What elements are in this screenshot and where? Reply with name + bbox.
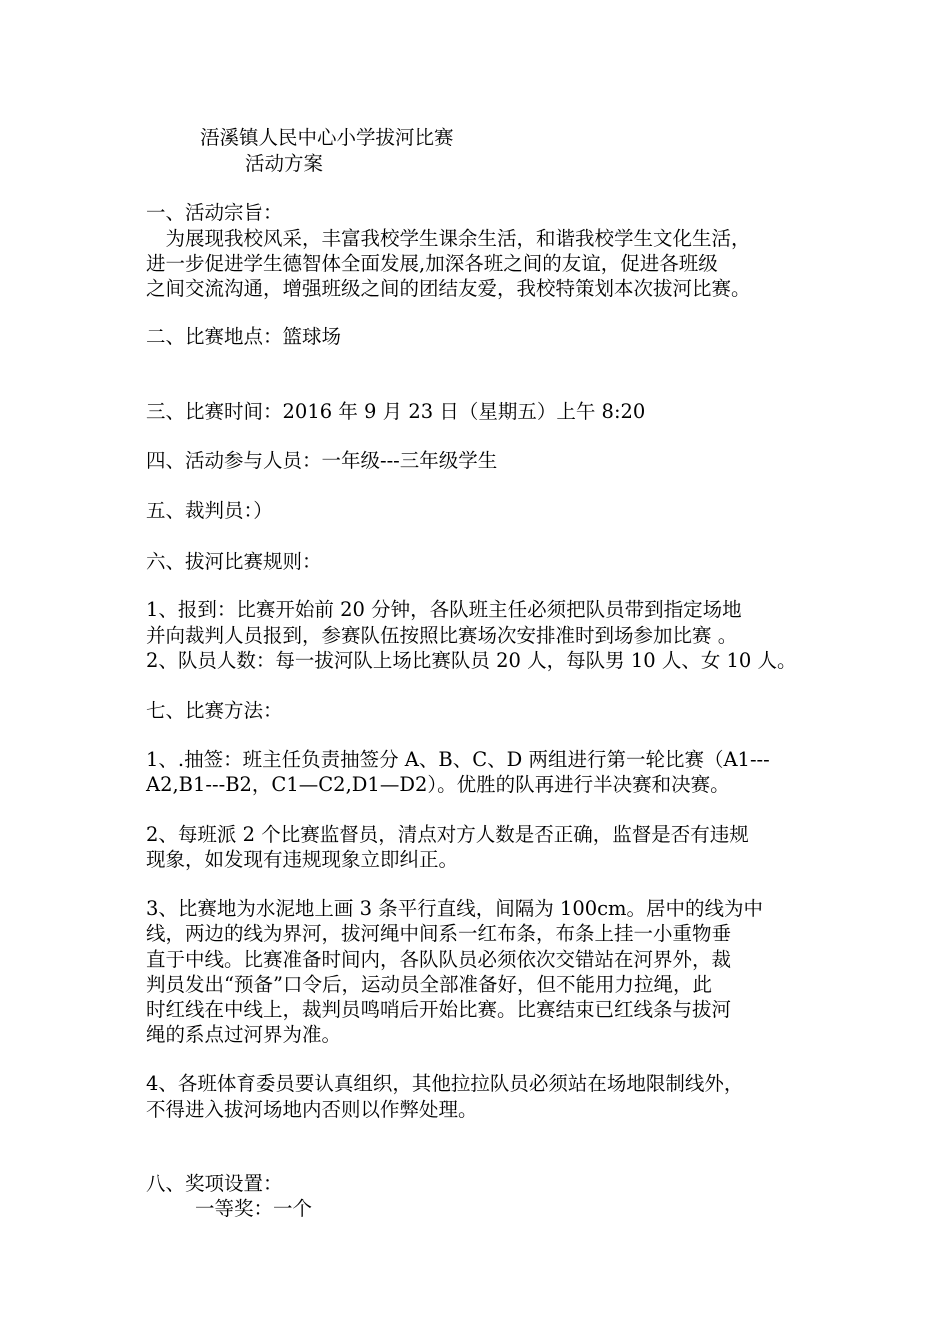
rule-1-line-2: 并向裁判人员报到，参赛队伍按照比赛场次安排准时到场参加比赛 。 (146, 624, 738, 647)
method-4-line-2: 不得进入拔河场地内否则以作弊处理。 (146, 1098, 478, 1121)
section-1-paragraph-line-3: 之间交流沟通，增强班级之间的团结友爱，我校特策划本次拔河比赛。 (146, 277, 751, 300)
title-line-1: 浯溪镇人民中心小学拔河比赛 (200, 126, 454, 149)
section-2-venue: 二、比赛地点：篮球场 (146, 325, 342, 348)
method-1-line-1: 1、.抽签：班主任负责抽签分 A、B、C、D 两组进行第一轮比赛（A1--- (146, 748, 770, 771)
section-1-paragraph-line-2: 进一步促进学生德智体全面发展,加深各班之间的友谊，促进各班级 (146, 252, 718, 275)
method-3-line-6: 绳的系点过河界为准。 (146, 1023, 342, 1046)
section-3-time: 三、比赛时间：2016 年 9 月 23 日（星期五）上午 8:20 (146, 400, 646, 423)
method-4-line-1: 4、各班体育委员要认真组织，其他拉拉队员必须站在场地限制线外， (146, 1072, 744, 1095)
section-7-heading: 七、比赛方法： (146, 699, 283, 722)
section-8-heading: 八、奖项设置： (146, 1172, 283, 1195)
method-2-line-2: 现象，如发现有违规现象立即纠正。 (146, 848, 459, 871)
section-1-paragraph-line-1: 为展现我校风采，丰富我校学生课余生活，和谐我校学生文化生活， (146, 227, 751, 250)
title-line-2: 活动方案 (245, 152, 324, 175)
method-3-line-3: 直于中线。比赛准备时间内，各队队员必须依次交错站在河界外，裁 (146, 948, 732, 971)
award-first-prize: 一等奖：一个 (195, 1197, 313, 1220)
method-1-line-2: A2,B1---B2，C1—C2,D1—D2）。优胜的队再进行半决赛和决赛。 (146, 773, 730, 796)
method-3-line-1: 3、比赛地为水泥地上画 3 条平行直线，间隔为 100cm。居中的线为中 (146, 897, 764, 920)
rule-2: 2、队员人数：每一拔河队上场比赛队员 20 人，每队男 10 人、女 10 人。 (146, 649, 797, 672)
section-1-heading: 一、活动宗旨： (146, 201, 283, 224)
section-6-heading: 六、拔河比赛规则： (146, 550, 322, 573)
section-4-participants: 四、活动参与人员：一年级---三年级学生 (146, 449, 498, 472)
method-2-line-1: 2、每班派 2 个比赛监督员，清点对方人数是否正确，监督是否有违规 (146, 823, 749, 846)
rule-1-line-1: 1、报到：比赛开始前 20 分钟，各队班主任必须把队员带到指定场地 (146, 598, 742, 621)
method-3-line-4: 判员发出“预备”口令后，运动员全部准备好，但不能用力拉绳，此 (146, 973, 712, 996)
method-3-line-5: 时红线在中线上，裁判员鸣哨后开始比赛。比赛结束已红线条与拔河 (146, 998, 732, 1021)
method-3-line-2: 线，两边的线为界河，拔河绳中间系一红布条，布条上挂一小重物垂 (146, 922, 732, 945)
section-5-referees: 五、裁判员：） (146, 499, 273, 522)
